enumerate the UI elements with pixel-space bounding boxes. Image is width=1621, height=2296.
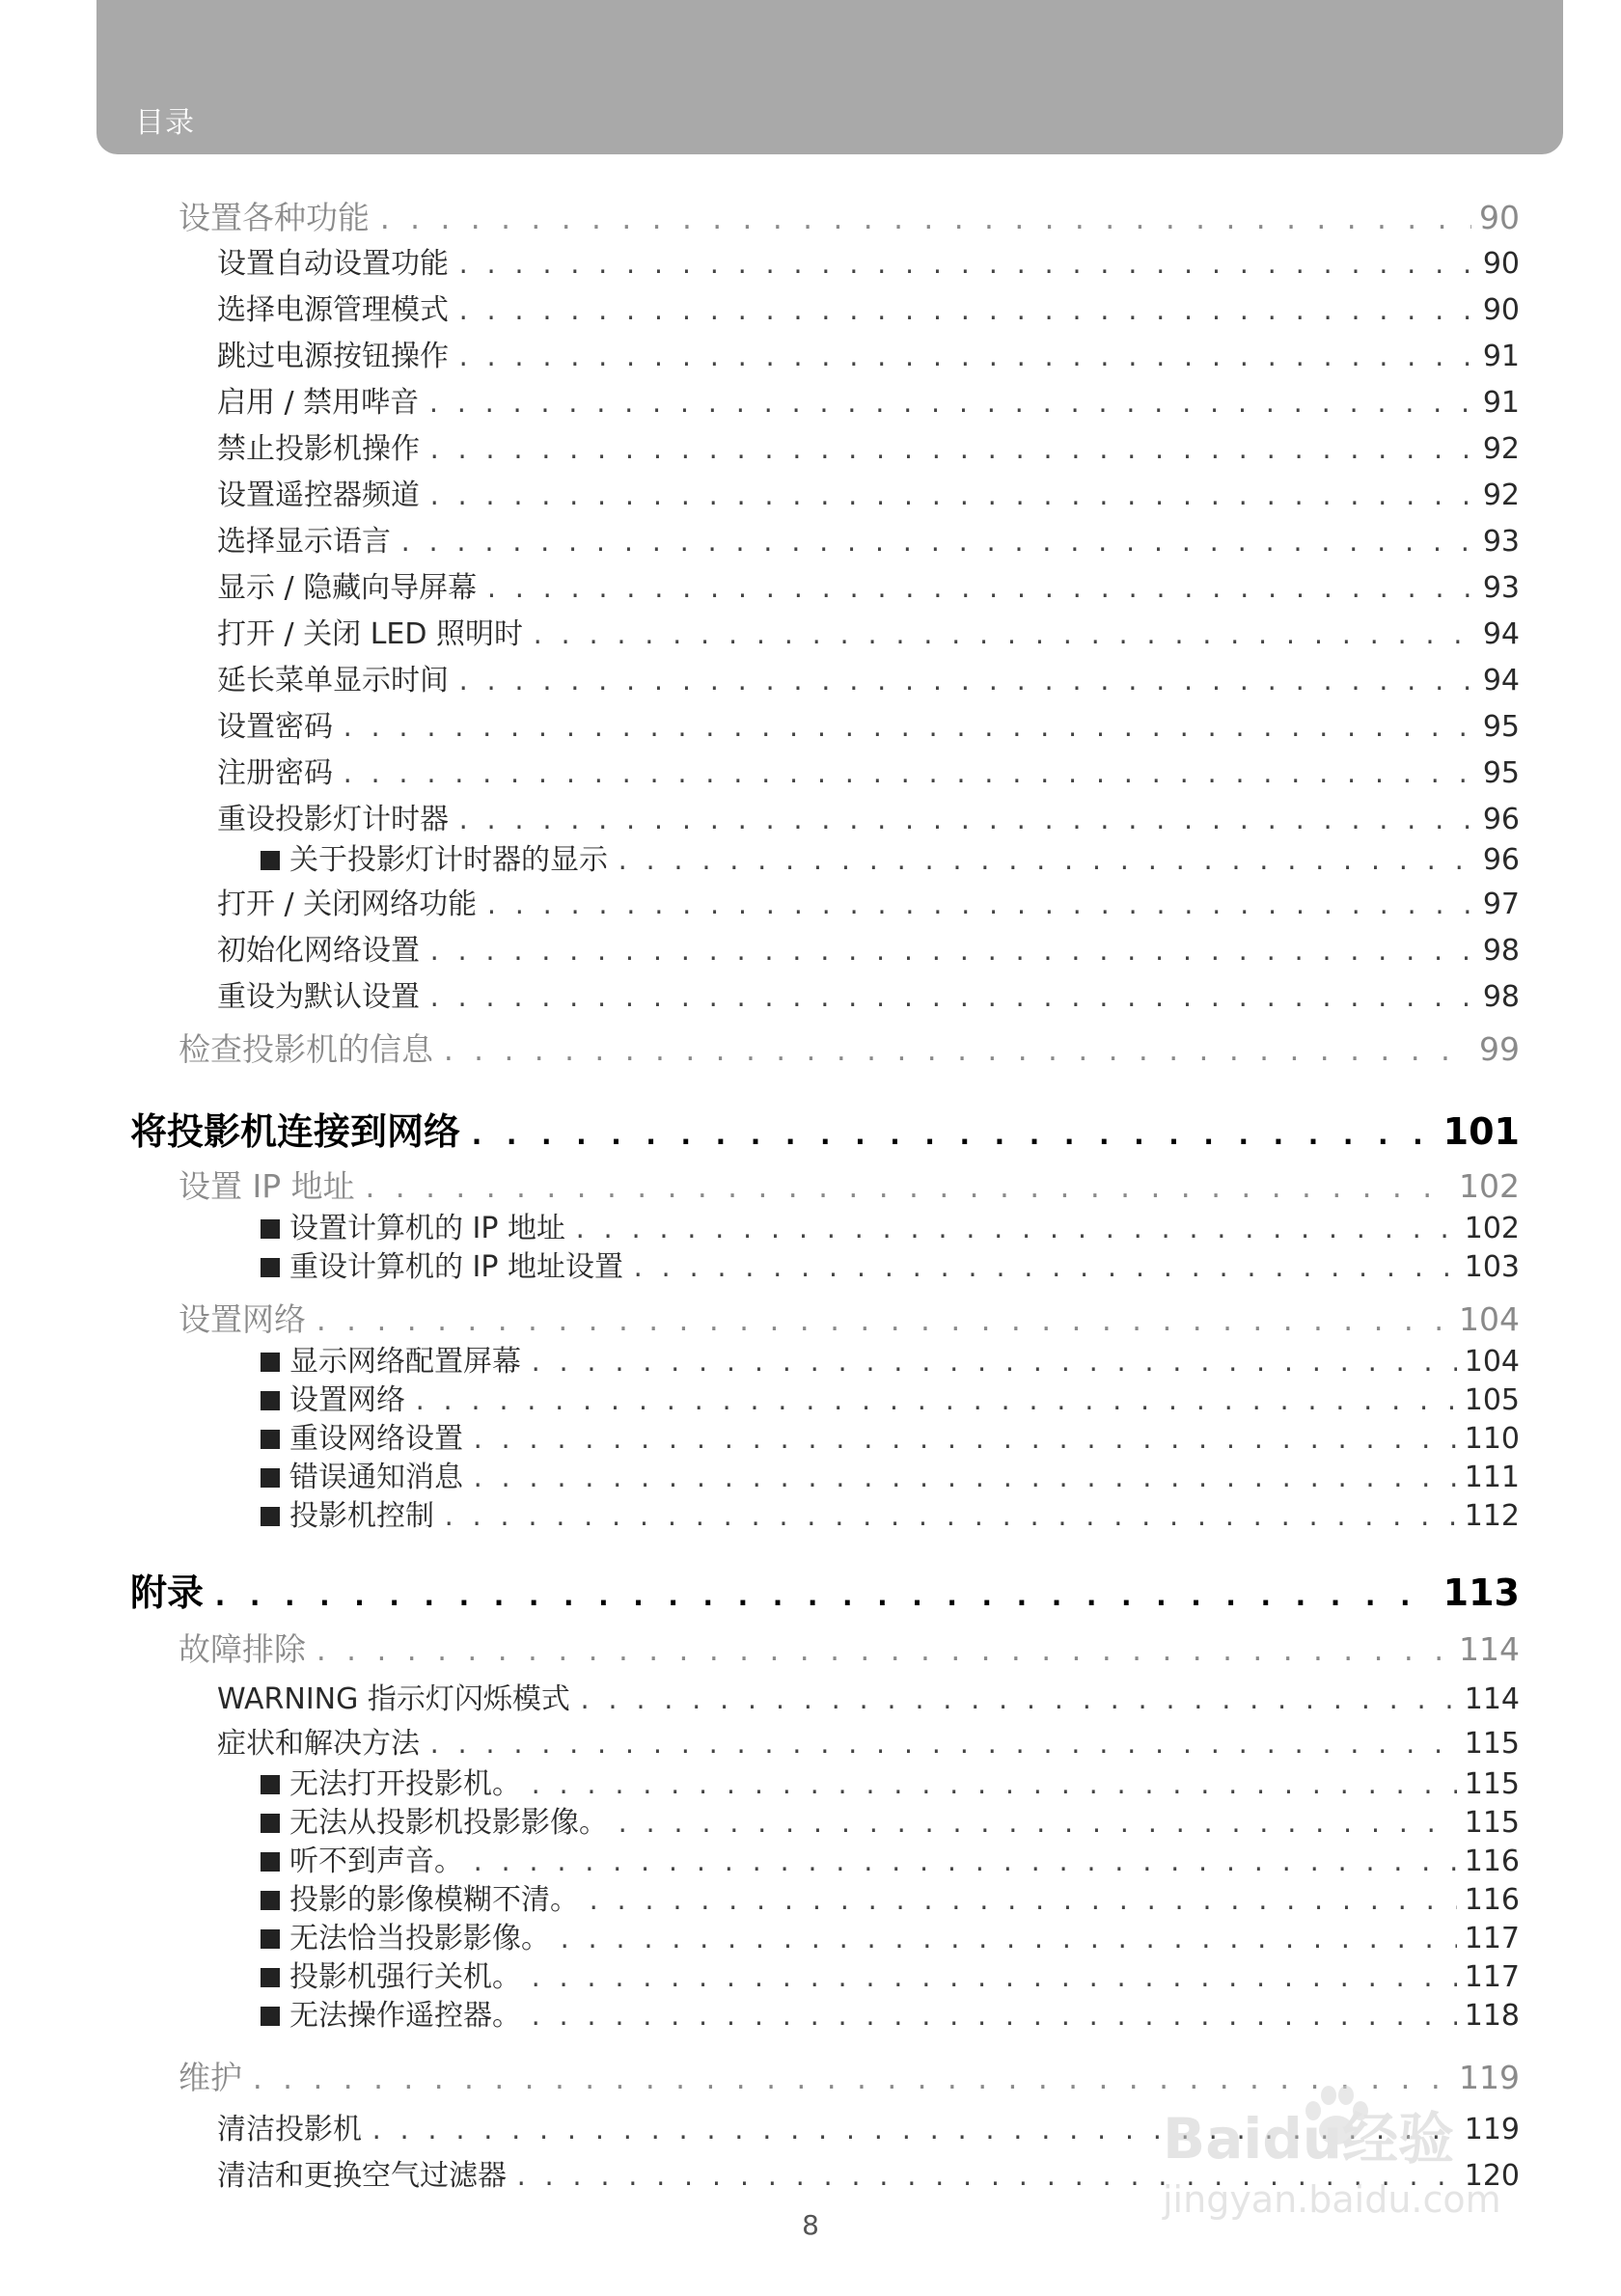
toc-entry-text: 清洁投影机 [217, 2113, 362, 2146]
dot-leader [471, 1849, 1457, 1876]
toc-entry[interactable] [179, 193, 1520, 238]
dot-leader [471, 1465, 1457, 1492]
toc-entry[interactable] [130, 1563, 1520, 1616]
toc-entry-page: 102 [1459, 1167, 1520, 1205]
toc-entry[interactable] [130, 1102, 1520, 1155]
dot-leader [529, 1965, 1457, 1992]
toc-entry-page: 99 [1479, 1030, 1520, 1068]
toc-entry-page: 91 [1482, 340, 1520, 373]
toc-entry-text: 打开 / 关闭网络功能 [217, 888, 478, 921]
dot-leader [529, 1772, 1457, 1799]
toc-entry-title [179, 1162, 355, 1207]
toc-entry-title [179, 1625, 306, 1670]
toc-entry[interactable] [217, 749, 1520, 791]
dot-leader [587, 1888, 1457, 1915]
toc-entry-title [261, 1414, 463, 1457]
toc-entry-text: 错误通知消息 [289, 1461, 463, 1494]
toc-entry-page: 113 [1442, 1572, 1520, 1614]
toc-entry-page: 90 [1482, 293, 1520, 327]
square-bullet-icon [261, 851, 280, 870]
toc-entry-text: 投影的影像模糊不清。 [289, 1883, 579, 1917]
toc-entry-text: 重设为默认设置 [217, 980, 420, 1014]
dot-leader [529, 1350, 1457, 1377]
toc-entry[interactable] [217, 795, 1520, 837]
toc-entry-title [217, 749, 333, 791]
toc-entry-text: 打开 / 关闭 LED 照明时 [217, 617, 524, 651]
toc-entry-page: 91 [1482, 386, 1520, 420]
toc-entry-page: 115 [1464, 1806, 1520, 1840]
toc-entry-text: 将投影机连接到网络 [130, 1110, 461, 1153]
toc-entry-text: 故障排除 [179, 1630, 306, 1668]
toc-entry[interactable] [217, 972, 1520, 1015]
toc-entry-text: 设置网络 [179, 1300, 306, 1338]
dot-leader [484, 892, 1475, 919]
toc-entry-title [130, 1102, 460, 1155]
toc-entry-title [217, 239, 449, 282]
dot-leader [413, 1388, 1457, 1415]
toc-entry-title [217, 795, 449, 837]
dot-leader [558, 1927, 1457, 1954]
toc-entry-title [261, 1491, 434, 1534]
toc-entry-title [261, 1453, 463, 1495]
dot-leader [573, 1216, 1457, 1244]
toc-entry-text: 显示网络配置屏幕 [289, 1345, 521, 1379]
square-bullet-icon [261, 1968, 280, 1987]
dot-leader [631, 1255, 1457, 1282]
square-bullet-icon [261, 1929, 280, 1949]
dot-leader [427, 483, 1475, 510]
square-bullet-icon [261, 1775, 280, 1794]
toc-entry-page: 117 [1464, 1922, 1520, 1955]
dot-leader [456, 669, 1475, 696]
toc-entry-title [179, 193, 370, 238]
page-title: 目录 [135, 106, 195, 140]
toc-entry[interactable] [261, 1798, 1520, 1841]
watermark-brand: Baidu经验 [1163, 2106, 1455, 2172]
toc-entry-title [217, 1719, 420, 1762]
toc-entry-text: 无法从投影机投影影像。 [289, 1806, 608, 1840]
toc-entry[interactable] [261, 1376, 1520, 1418]
toc-entry-title [217, 286, 449, 328]
toc-entry[interactable] [261, 1204, 1520, 1246]
toc-entry-title [217, 424, 420, 467]
toc-entry-page: 114 [1464, 1682, 1520, 1716]
toc-entry-title [217, 563, 477, 606]
dot-leader [211, 1579, 1436, 1613]
toc-entry-page: 90 [1482, 247, 1520, 281]
toc-entry[interactable] [217, 1675, 1520, 1717]
toc-entry-page: 95 [1482, 710, 1520, 744]
toc-entry-text: 延长菜单显示时间 [217, 664, 449, 697]
toc-entry[interactable] [179, 1625, 1520, 1670]
toc-entry[interactable] [261, 1837, 1520, 1879]
toc-entry-title [179, 1025, 433, 1070]
toc-entry-title [217, 471, 420, 513]
toc-entry-text: 设置各种功能 [179, 199, 370, 236]
toc-entry-title [217, 332, 449, 374]
toc-entry[interactable] [217, 286, 1520, 328]
toc-entry-page: 111 [1464, 1461, 1520, 1494]
toc-entry-text: 选择显示语言 [217, 525, 391, 559]
toc-entry-page: 120 [1464, 2159, 1520, 2193]
toc-entry[interactable] [261, 1453, 1520, 1495]
toc-entry-page: 104 [1464, 1345, 1520, 1379]
toc-entry[interactable] [217, 563, 1520, 606]
dot-leader [363, 1175, 1451, 1204]
square-bullet-icon [261, 1891, 280, 1910]
toc-entry[interactable] [217, 656, 1520, 698]
square-bullet-icon [261, 1391, 280, 1410]
square-bullet-icon [261, 1852, 280, 1872]
toc-entry-text: WARNING 指示灯闪烁模式 [217, 1682, 570, 1716]
toc-entry-title [217, 880, 477, 922]
toc-entry-page: 92 [1482, 478, 1520, 512]
dot-leader [314, 1638, 1451, 1667]
toc-entry-page: 110 [1464, 1422, 1520, 1456]
toc-entry-text: 设置遥控器频道 [217, 478, 420, 512]
square-bullet-icon [261, 1353, 280, 1372]
toc-entry-text: 注册密码 [217, 756, 333, 790]
toc-entry-page: 92 [1482, 432, 1520, 466]
toc-entry-text: 设置网络 [289, 1383, 405, 1417]
toc-entry-title [217, 656, 449, 698]
toc-entry-text: 选择电源管理模式 [217, 293, 449, 327]
toc-entry[interactable] [217, 1719, 1520, 1762]
toc-entry-page: 96 [1482, 803, 1520, 836]
toc-entry[interactable] [261, 835, 1520, 878]
dot-leader [484, 576, 1475, 603]
toc-entry-title [179, 1295, 306, 1340]
toc-entry-title [261, 1243, 623, 1285]
toc-entry-text: 设置密码 [217, 710, 333, 744]
toc-entry-text: 设置自动设置功能 [217, 247, 449, 281]
toc-entry[interactable] [217, 424, 1520, 467]
toc-entry-title [217, 1675, 570, 1717]
toc-entry-text: 启用 / 禁用哔音 [217, 386, 420, 420]
toc-entry-title [261, 1875, 579, 1918]
dot-leader [314, 1308, 1451, 1337]
toc-entry-title [261, 1953, 521, 1995]
toc-entry-page: 104 [1459, 1300, 1520, 1338]
toc-entry[interactable] [217, 880, 1520, 922]
dot-leader [250, 2066, 1451, 2095]
toc-entry-text: 跳过电源按钮操作 [217, 340, 449, 373]
page-number: 8 [802, 2209, 819, 2241]
toc-entry-text: 初始化网络设置 [217, 934, 420, 968]
toc-entry-text: 无法打开投影机。 [289, 1767, 521, 1801]
toc-entry-title [261, 1337, 521, 1380]
toc-entry-page: 112 [1464, 1499, 1520, 1533]
toc-entry-text: 禁止投影机操作 [217, 432, 420, 466]
toc-entry-title [217, 378, 419, 421]
dot-leader [456, 298, 1475, 325]
toc-entry-text: 显示 / 隐藏向导屏幕 [217, 571, 478, 605]
toc-entry[interactable] [261, 1914, 1520, 1956]
toc-entry-page: 119 [1464, 2113, 1520, 2146]
toc-entry-title [217, 926, 420, 969]
toc-entry[interactable] [179, 1295, 1520, 1340]
toc-entry-text: 关于投影灯计时器的显示 [289, 843, 608, 877]
toc-entry-title [261, 1798, 608, 1841]
toc-entry-title [261, 1376, 405, 1418]
dot-leader [427, 1732, 1457, 1759]
toc-entry-text: 附录 [130, 1572, 205, 1614]
toc-entry-page: 95 [1482, 756, 1520, 790]
toc-entry-page: 93 [1482, 571, 1520, 605]
toc-entry-page: 105 [1464, 1383, 1520, 1417]
toc-entry-page: 119 [1459, 2059, 1520, 2096]
toc-entry-page: 118 [1464, 1999, 1520, 2033]
toc-entry-title [261, 1914, 550, 1956]
toc-entry-text: 维护 [179, 2059, 242, 2096]
square-bullet-icon [261, 2007, 280, 2026]
toc-entry-page: 97 [1482, 888, 1520, 921]
square-bullet-icon [261, 1258, 280, 1277]
toc-entry-title [261, 1837, 463, 1879]
toc-entry-title [130, 1563, 204, 1616]
toc-entry[interactable] [217, 702, 1520, 745]
toc-entry[interactable] [261, 1491, 1520, 1534]
toc-entry[interactable] [261, 1337, 1520, 1380]
toc-entry-title [179, 2053, 242, 2098]
toc-entry-page: 117 [1464, 1960, 1520, 1994]
toc-entry-text: 症状和解决方法 [217, 1727, 420, 1761]
baidu-watermark [1153, 2093, 1520, 2238]
toc-entry-title [261, 1204, 565, 1246]
toc-entry-page: 98 [1482, 934, 1520, 968]
dot-leader [468, 1118, 1436, 1152]
square-bullet-icon [261, 1430, 280, 1449]
toc-entry-page: 96 [1482, 843, 1520, 877]
toc-entry-title [217, 2151, 507, 2194]
toc-entry[interactable] [261, 1991, 1520, 2034]
toc-entry-title [217, 972, 420, 1015]
dot-leader [471, 1427, 1457, 1454]
toc-entry-text: 设置 IP 地址 [179, 1167, 355, 1205]
toc-entry-page: 90 [1479, 199, 1520, 236]
toc-entry-text: 重设网络设置 [289, 1422, 463, 1456]
toc-entry-title [261, 1991, 521, 2034]
toc-entry-text: 清洁和更换空气过滤器 [217, 2159, 507, 2193]
square-bullet-icon [261, 1507, 280, 1526]
dot-leader [427, 985, 1475, 1012]
toc-entry-text: 检查投影机的信息 [179, 1030, 433, 1068]
toc-entry-title [217, 2105, 362, 2147]
toc-entry-page: 114 [1459, 1630, 1520, 1668]
toc-entry-title [261, 1760, 521, 1802]
dot-leader [427, 939, 1475, 966]
dot-leader [531, 622, 1475, 649]
square-bullet-icon [261, 1468, 280, 1488]
toc-entry[interactable] [217, 471, 1520, 513]
toc-entry[interactable] [179, 1025, 1520, 1070]
dot-leader [456, 344, 1475, 371]
dot-leader [616, 1811, 1457, 1838]
toc-entry-text: 无法操作遥控器。 [289, 1999, 521, 2033]
toc-entry-page: 93 [1482, 525, 1520, 559]
dot-leader [456, 807, 1475, 834]
toc-entry-title [261, 835, 608, 878]
dot-leader [578, 1687, 1457, 1714]
dot-leader [441, 1038, 1471, 1067]
square-bullet-icon [261, 1814, 280, 1833]
dot-leader [426, 391, 1475, 418]
toc-entry-page: 103 [1464, 1250, 1520, 1284]
toc-entry-text: 设置计算机的 IP 地址 [289, 1212, 566, 1245]
toc-entry-title [217, 610, 523, 652]
dot-leader [456, 252, 1475, 279]
dot-leader [341, 761, 1475, 788]
dot-leader [341, 715, 1475, 742]
toc-entry[interactable] [217, 239, 1520, 282]
toc-entry-text: 投影机控制 [289, 1499, 434, 1533]
toc-entry-page: 101 [1442, 1110, 1520, 1153]
toc-entry-title [217, 702, 333, 745]
toc-entry-text: 重设投影灯计时器 [217, 803, 449, 836]
dot-leader [427, 437, 1475, 464]
toc-entry-text: 投影机强行关机。 [289, 1960, 521, 1994]
toc-entry[interactable] [261, 1953, 1520, 1995]
toc-entry[interactable] [261, 1414, 1520, 1457]
toc-entry[interactable] [217, 517, 1520, 560]
dot-leader [529, 2004, 1457, 2031]
toc-entry-page: 115 [1464, 1767, 1520, 1801]
toc-entry[interactable] [179, 1162, 1520, 1207]
toc-entry[interactable] [217, 610, 1520, 652]
toc-entry[interactable] [261, 1875, 1520, 1918]
dot-leader [398, 530, 1475, 557]
toc-entry-page: 116 [1464, 1883, 1520, 1917]
dot-leader [616, 848, 1475, 875]
toc-entry-page: 94 [1482, 617, 1520, 651]
toc-entry[interactable] [261, 1243, 1520, 1285]
dot-leader [377, 206, 1471, 235]
toc-entry-text: 重设计算机的 IP 地址设置 [289, 1250, 624, 1284]
toc-entry[interactable] [261, 1760, 1520, 1802]
toc-entry[interactable] [217, 926, 1520, 969]
dot-leader [442, 1504, 1457, 1531]
toc-entry-page: 102 [1464, 1212, 1520, 1245]
toc-entry-page: 94 [1482, 664, 1520, 697]
toc-entry-page: 98 [1482, 980, 1520, 1014]
watermark-url: jingyan.baidu.com [1163, 2178, 1501, 2221]
toc-entry-title [217, 517, 391, 560]
toc-entry[interactable] [217, 332, 1520, 374]
toc-entry-page: 116 [1464, 1845, 1520, 1878]
square-bullet-icon [261, 1219, 280, 1239]
toc-entry-page: 115 [1464, 1727, 1520, 1761]
toc-entry-text: 无法恰当投影影像。 [289, 1922, 550, 1955]
toc-entry[interactable] [217, 378, 1520, 421]
toc-entry-text: 听不到声音。 [289, 1845, 463, 1878]
